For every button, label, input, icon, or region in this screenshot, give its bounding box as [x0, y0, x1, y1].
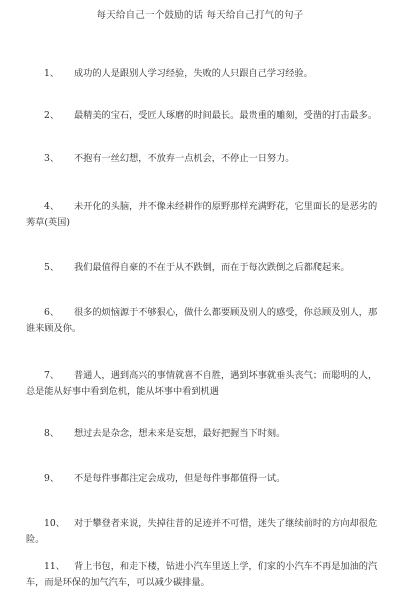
item-number: 10、	[44, 518, 65, 529]
item-text: 对于攀登者来说，失掉往昔的足迹并不可惜，迷失了继续前时的方向却很危险。	[26, 518, 378, 545]
list-item	[26, 260, 378, 276]
item-text: 不是每件事都注定会成功，但是每件事都值得一试。	[74, 473, 286, 484]
item-text: 我们最值得自豪的不在于从不跌倒，而在于每次跌倒之后都爬起来。	[74, 262, 350, 273]
item-text: 普通人，遇到高兴的事情就喜不自胜，遇到坏事就垂头丧气；而聪明的人，总是能从好事中看到危机，能从坏事中看到机遇	[26, 370, 378, 397]
list-item	[26, 471, 378, 487]
list-item	[26, 66, 378, 82]
item-number: 4、	[44, 201, 60, 212]
item-text: 想过去是杂念，想未来是妄想，最好把握当下时刻。	[74, 428, 286, 439]
item-number: 5、	[44, 262, 60, 273]
item-text: 很多的烦恼源于不够狠心，做什么都要顾及别人的感受，你总顾及别人，那谁来顾及你。	[26, 307, 378, 334]
item-number: 8、	[44, 428, 60, 439]
item-text: 最精美的宝石，受匠人琢磨的时间最长。最贵重的雕刻，受凿的打击最多。	[74, 110, 378, 121]
item-text: 成功的人是跟别人学习经验，失败的人只跟自己学习经验。	[74, 68, 313, 79]
list-item	[26, 516, 378, 548]
item-text: 未开化的头脑，并不像未经耕作的原野那样充满野花，它里面长的是恶劣的莠草(英国)	[26, 201, 378, 228]
item-text: 不抱有一丝幻想，不放弃一点机会，不停止一日努力。	[74, 153, 295, 164]
list-item	[26, 151, 378, 167]
list-item	[26, 305, 378, 337]
list-item	[26, 108, 378, 124]
item-number: 6、	[44, 307, 60, 318]
list-item	[26, 368, 378, 400]
page-title: 每天给自己一个鼓励的话 每天给自己打气的句子	[96, 10, 304, 21]
item-number: 11、	[44, 561, 65, 572]
item-number: 1、	[44, 68, 60, 79]
item-text: 背上书包，和走下楼，钻进小汽车里送上学，们家的小汽车不再是加油的汽车，而是环保的加气汽车，可以减少碳排量。	[26, 561, 378, 588]
item-number: 7、	[44, 370, 60, 381]
item-number: 9、	[44, 473, 60, 484]
list-item	[26, 426, 378, 442]
item-number: 3、	[44, 153, 60, 164]
list-item	[26, 199, 378, 231]
item-number: 2、	[44, 110, 60, 121]
list-item	[26, 559, 378, 591]
